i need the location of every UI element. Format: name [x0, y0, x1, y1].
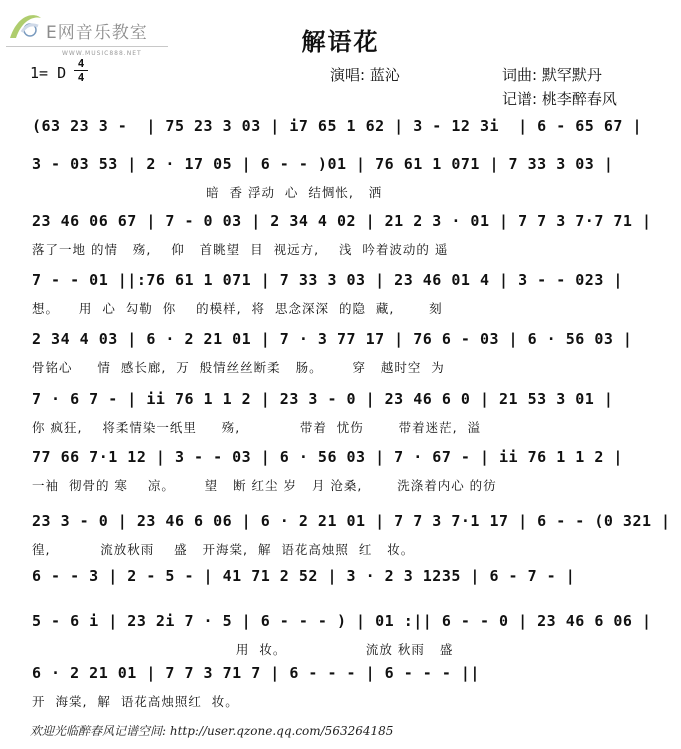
- time-signature-top: 4: [77, 57, 85, 70]
- score-line: [0, 448, 681, 500]
- transcriber-credit: 记谱: 桃李醉春风: [502, 90, 617, 108]
- singer-credit: 演唱: 蓝沁: [330, 66, 400, 84]
- score-line: [0, 155, 681, 207]
- jianpu-notes: (63 23 3 - | 75 23 3 03 | i7 65 1 62 | 3 - 12 3i | 6 - 65 67 |: [32, 117, 642, 135]
- jianpu-notes: 23 3 - 0 | 23 46 6 06 | 6 · 2 21 01 | 7 7 3 7·1 17 | 6 - - (0 321 |: [32, 512, 671, 530]
- logo-url: WWW.MUSIC888.NET: [62, 50, 142, 57]
- time-signature-bottom: 4: [77, 71, 85, 84]
- score-line: [0, 390, 681, 442]
- jianpu-notes: 77 66 7·1 12 | 3 - - 03 | 6 · 56 03 | 7 · 67 - | ii 76 1 1 2 |: [32, 448, 623, 466]
- lyrics-line: 你 疯狂, 将柔情染一纸里 殇, 带着 忧伤 带着迷茫, 溢: [32, 420, 482, 435]
- lyrics-line: 一袖 彻骨的 寒 凉。 望 断 红尘 岁 月 沧桑, 洗涤着内心 的彷: [32, 478, 497, 493]
- lyrics-line: 想。 用 心 勾勒 你 的模样, 将 思念深深 的隐 藏, 刻: [32, 301, 443, 316]
- score-line: [0, 512, 681, 564]
- composer-credit: 词曲: 默罕默丹: [502, 66, 602, 84]
- logo-text: E网音乐教室: [46, 23, 148, 43]
- key-signature: 1= D: [30, 64, 67, 82]
- lyrics-line: 用 妆。 流放 秋雨 盛: [32, 642, 454, 657]
- score-line: [0, 330, 681, 382]
- lyrics-line: 落了一地 的情 殇, 仰 首眺望 目 视远方, 浅 吟着波动的 遥: [32, 242, 449, 257]
- lyrics-line: 徨, 流放秋雨 盛 开海棠, 解 语花高烛照 红 妆。: [32, 542, 415, 557]
- jianpu-notes: 2 34 4 03 | 6 · 2 21 01 | 7 · 3 77 17 | 76 6 - 03 | 6 · 56 03 |: [32, 330, 633, 348]
- jianpu-notes: 6 - - 3 | 2 - 5 - | 41 71 2 52 | 3 · 2 3 1235 | 6 - 7 - |: [32, 567, 576, 585]
- jianpu-notes: 7 - - 01 ||:76 61 1 071 | 7 33 3 03 | 23 46 01 4 | 3 - - 023 |: [32, 271, 623, 289]
- footer-link-text: 欢迎光临醉春风记谱空间: http://user.qzone.qq.com/563264185: [30, 724, 394, 738]
- jianpu-notes: 23 46 06 67 | 7 - 0 03 | 2 34 4 02 | 21 2 3 · 01 | 7 7 3 7·7 71 |: [32, 212, 652, 230]
- score-line: [0, 212, 681, 264]
- time-signature: [74, 58, 88, 83]
- score-line: [0, 612, 681, 664]
- jianpu-notes: 3 - 03 53 | 2 · 17 05 | 6 - - )01 | 76 61 1 071 | 7 33 3 03 |: [32, 155, 614, 173]
- score-line: [0, 271, 681, 323]
- jianpu-notes: 6 · 2 21 01 | 7 7 3 71 7 | 6 - - - | 6 - - - ||: [32, 664, 480, 682]
- jianpu-notes: 5 - 6 i | 23 2i 7 · 5 | 6 - - - ) | 01 :|| 6 - - 0 | 23 46 6 06 |: [32, 612, 652, 630]
- lyrics-line: 开 海棠, 解 语花高烛照红 妆。: [32, 694, 239, 709]
- score-line: [0, 664, 681, 716]
- lyrics-line: 骨铭心 情 感长廊, 万 般情丝丝断柔 肠。 穿 越时空 为: [32, 360, 445, 375]
- lyrics-line: 暗 香 浮动 心 结惆怅, 洒: [32, 185, 383, 200]
- jianpu-notes: 7 · 6 7 - | ii 76 1 1 2 | 23 3 - 0 | 23 46 6 0 | 21 53 3 01 |: [32, 390, 614, 408]
- song-title: 解语花: [301, 27, 380, 56]
